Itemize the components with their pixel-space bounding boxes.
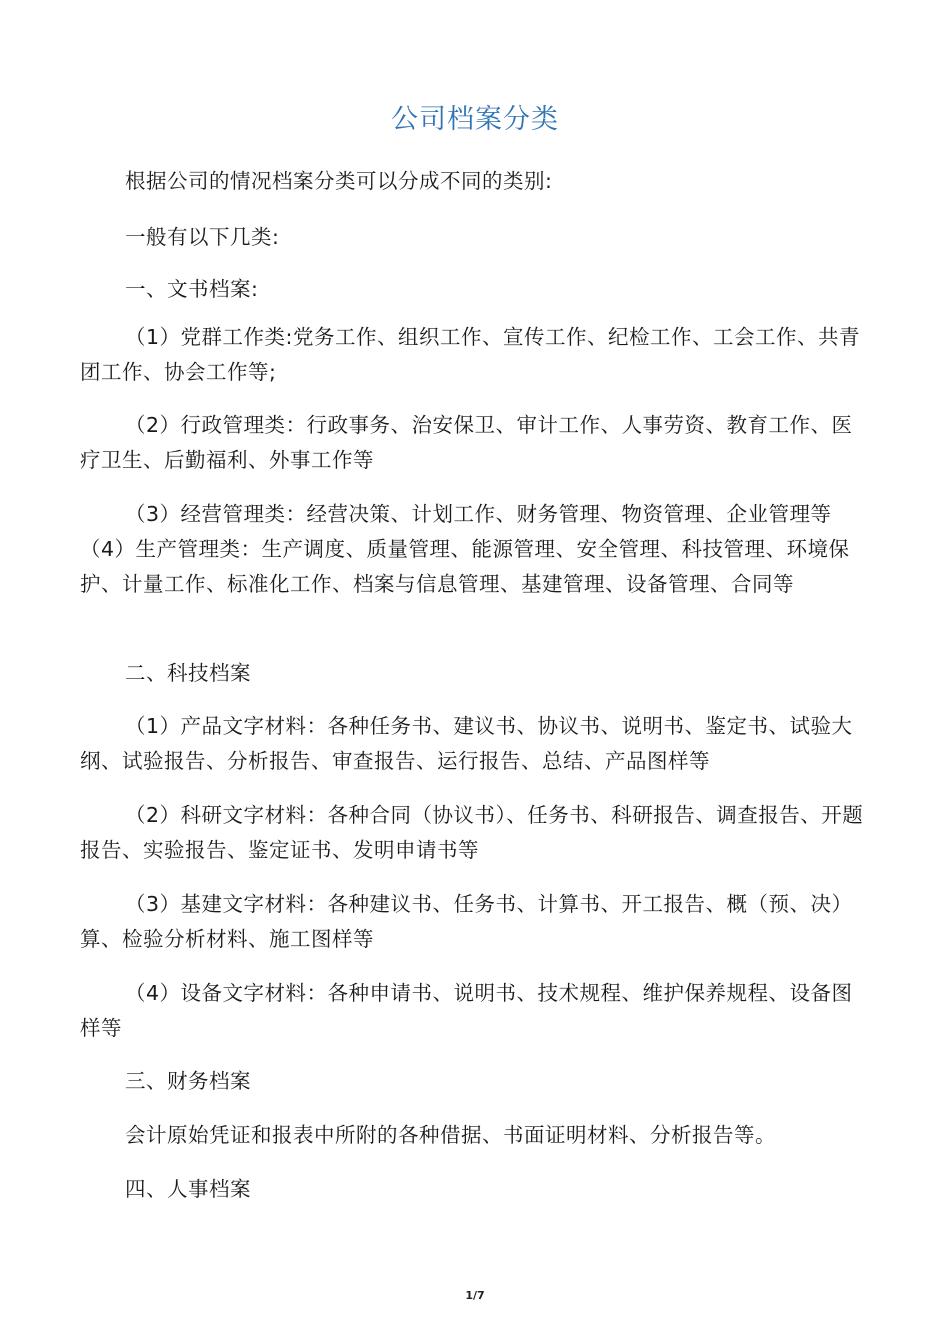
section-heading-finance: 三、财务档案: [125, 1069, 251, 1093]
paragraph-admin-management: （2）行政管理类：行政事务、治安保卫、审计工作、人事劳资、教育工作、医疗卫生、后勤福利、外事工作等: [80, 413, 853, 472]
paragraph-construction-materials: （3）基建文字材料：各种建议书、任务书、计算书、开工报告、概（预、决）算、检验分析材料、施工图样等: [80, 892, 853, 951]
paragraph-business-production: （3）经营管理类：经营决策、计划工作、财务管理、物资管理、企业管理等（4）生产管理类：生产调度、质量管理、能源管理、安全管理、科技管理、环境保护、计量工作、标准化工作、档案与信息管理、基建管理、设备管理、合同等: [80, 502, 850, 596]
paragraph-research-materials: （2）科研文字材料：各种合同（协议书）、任务书、科研报告、调查报告、开题报告、实验报告、鉴定证书、发明申请书等: [80, 803, 864, 862]
paragraph-general: 一般有以下几类:: [125, 225, 280, 249]
paragraph-finance-detail: 会计原始凭证和报表中所附的各种借据、书面证明材料、分析报告等。: [125, 1123, 776, 1147]
page-number: 1/7: [465, 1289, 485, 1302]
section-heading-documents: 一、文书档案:: [125, 277, 259, 301]
document-title: 公司档案分类: [391, 104, 559, 135]
paragraph-product-materials: （1）产品文字材料：各种任务书、建议书、协议书、说明书、鉴定书、试验大纲、试验报告、分析报告、审查报告、运行报告、总结、产品图样等: [80, 714, 853, 773]
section-heading-personnel: 四、人事档案: [125, 1177, 251, 1201]
paragraph-party-work: （1）党群工作类:党务工作、组织工作、宣传工作、纪检工作、工会工作、共青团工作、协会工作等;: [80, 325, 860, 384]
section-heading-tech: 二、科技档案: [125, 661, 251, 685]
paragraph-equipment-materials: （4）设备文字材料：各种申请书、说明书、技术规程、维护保养规程、设备图样等: [80, 981, 853, 1040]
paragraph-intro: 根据公司的情况档案分类可以分成不同的类别:: [125, 169, 553, 193]
